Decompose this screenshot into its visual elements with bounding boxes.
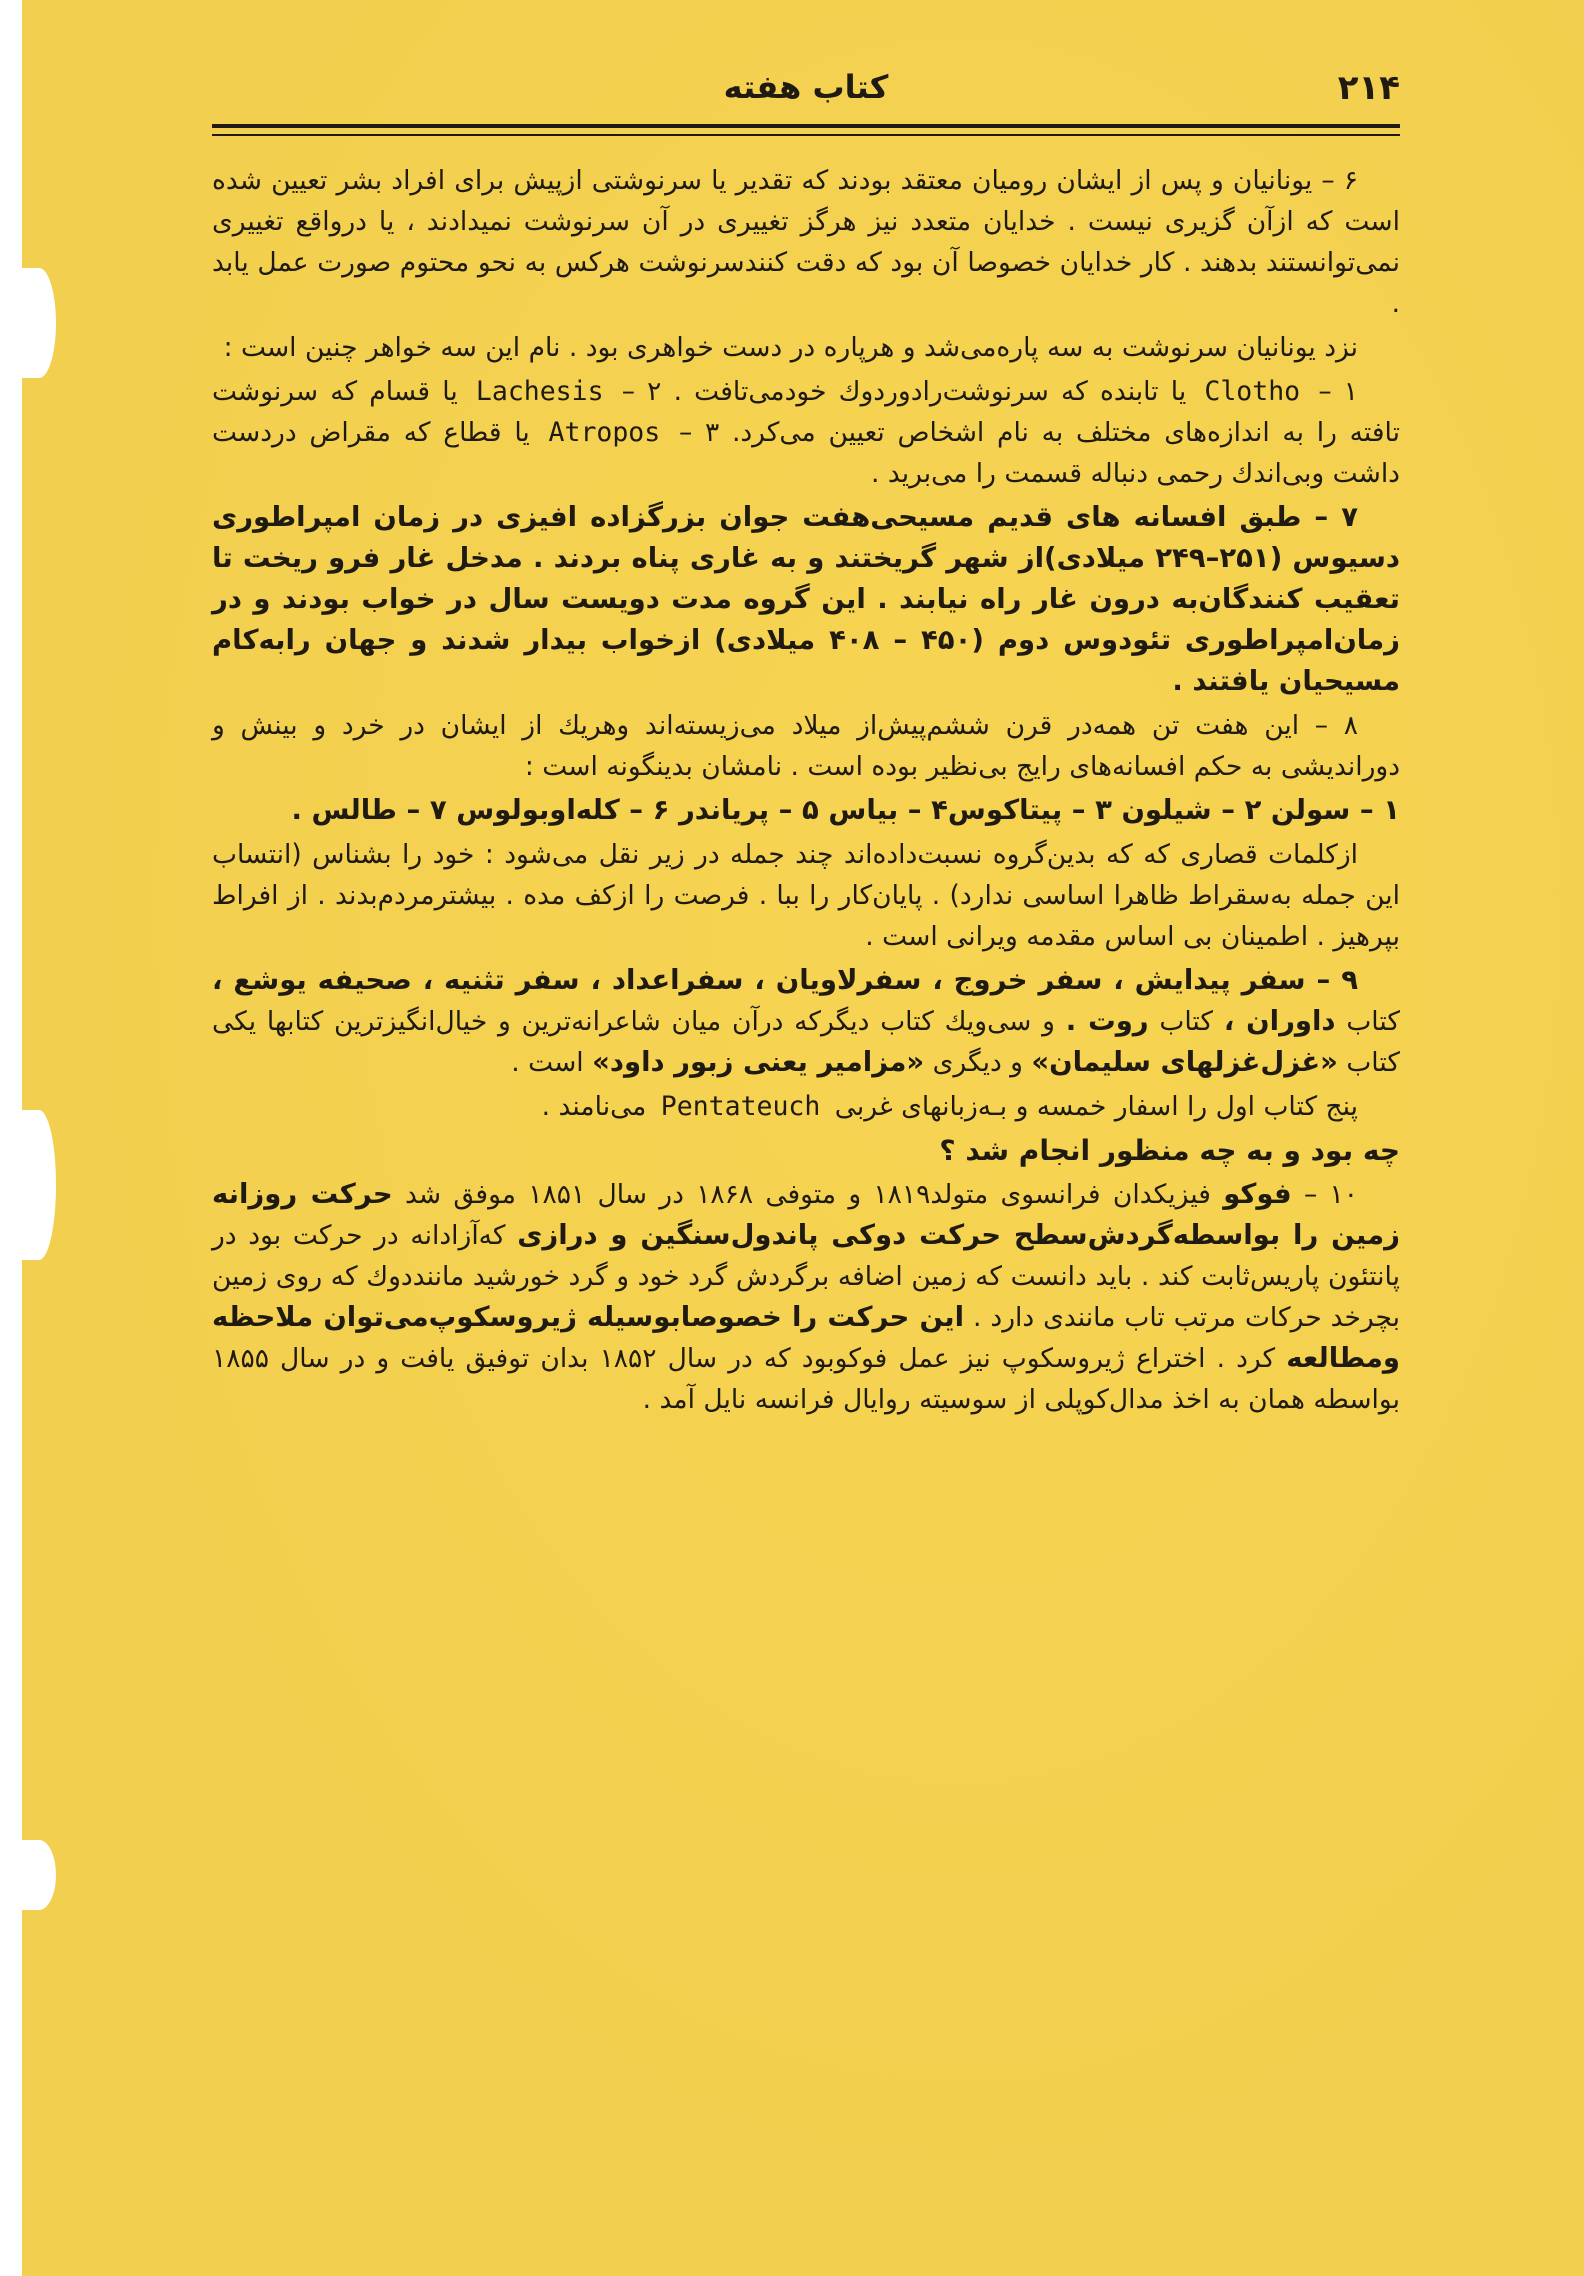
note-6-fates-intro: نزد یونانیان سرنوشت به سه پاره‌می‌شد و هرپاره در دست خواهری بود . نام این سه خواهر چنین است : (223, 332, 1358, 363)
pentateuch-text-2: می‌نامند . (541, 1091, 647, 1122)
pentateuch-text-1: پنج کتاب اول را اسفار خمسه و بـه‌زبانهای غربی (834, 1091, 1358, 1122)
note-9-judges: داوران ، (1223, 1005, 1336, 1037)
fate-2-text: یا قسام که سرنوشت تافته را به اندازه‌های مختلف به نام اشخاص تعیین می‌کرد. (212, 376, 1400, 448)
page-header (212, 62, 1400, 122)
article-body (212, 160, 1400, 1423)
note-9-books-bold: ۹ – سفر پیدایش ، سفر خروج ، سفرلاویان ، سفراعداد ، سفر تثنیه ، صحیفه یوشع ، (212, 964, 1358, 996)
note-6: ۶ – یونانیان و پس از ایشان رومیان معتقد بودند که تقدیر یا سرنوشتی ازپیش برای افراد بشر تعیین شده است که ازآن گزیری نیست . خدایان متعدد نیز هرگز تغییری در آن سرنوشت نمیدادند ، یا درواقع تغییری نمی‌توانستند بدهند . کار خدایان خصوصا آن بود که دقت کنندسرنوشت هرکس به نحو محتوم صورت عمل یابد . (212, 165, 1400, 319)
fate-1-text: یا تابنده که سرنوشت‌رادوردوك خودمی‌تافت . ۲ – (621, 376, 1187, 407)
note-9-psalms: «مزامیر یعنی زبور داود» (592, 1046, 925, 1078)
note-8-sayings: ازکلمات قصاری که که بدین‌گروه نسبت‌داده‌اند چند جمله در زیر نقل می‌شود : خود را بشناس (انتساب این جمله به‌سقراط ظاهرا اساسی ندارد) . پایان‌کار را ببا . فرصت را ازکف مده . بیشترمردم‌بدند . از افراط بپرهیز . اطمینان بی اساس مقدمه ویرانی است . (212, 839, 1400, 952)
note-10-text-2: که‌آزادانه در حرکت بود در پانتئون پاریس‌ثابت کند . باید دانست که زمین اضافه برگردش گرد خود و گرد خورشید ماننددوك که روی زمین بچرخد حرکات مرتب تاب مانندی دارد . (212, 1220, 1400, 1333)
fate-2-name: Lachesis (475, 376, 604, 407)
note-9-ruth: روت . (1065, 1005, 1149, 1037)
note-9 (212, 960, 1400, 1083)
page-number: ۲۱۴ (1337, 68, 1400, 108)
note-9-text-5: است . (511, 1047, 584, 1078)
fate-3-name: Atropos (548, 417, 661, 448)
note-8-sages-list: ۱ – سولن ۲ – شیلون ۳ – پیتاکوس۴ – بیاس ۵ – پریاندر ۶ – کله‌اوبولوس ۷ – طالس . (291, 794, 1400, 826)
header-rule-thick (212, 124, 1400, 128)
page-tear (22, 268, 56, 378)
note-10-text-3: کرد . اختراع ژیروسکوپ نیز عمل فوکوبود که در سال ۱۸۵۲ بدان توفیق یافت و در سال ۱۸۵۵ بواسطه همان به اخذ مدال‌کوپلی از سوسیته روایال فرانسه نایل آمد . (212, 1343, 1400, 1415)
note-10-prefix: ۱۰ – (1303, 1179, 1358, 1210)
pentateuch-latin: Pentateuch (660, 1091, 821, 1122)
fate-3-prefix: ۳ – (678, 417, 720, 448)
note-10 (212, 1174, 1400, 1420)
note-10-foucault: فوکو (1223, 1178, 1292, 1210)
note-8: ۸ – این هفت تن همه‌در قرن ششم‌پیش‌از میلاد می‌زیسته‌اند وهریك از ایشان در خرد و بینش و دوراندیشی به حکم افسانه‌های رایج بی‌نظیر بوده است . نامشان بدینگونه است : (212, 710, 1400, 782)
fate-1-prefix: ۱ – (1318, 376, 1358, 407)
note-9-song-of-songs: «غزل‌غزلهای سلیمان» (1031, 1046, 1338, 1078)
running-title: کتاب هفته (723, 68, 889, 106)
note-7: ۷ – طبق افسانه های قدیم مسیحی‌هفت جوان بزرگزاده افیزی در زمان امپراطوری دسیوس (۲۵۱–۲۴۹ میلادی)از شهر گریختند و به غاری پناه بردند . مدخل غار فرو ریخت تا تعقیب کنندگان‌به درون غار راه نیابند . این گروه مدت دویست سال در خواب بودند و در زمان‌امپراطوری تئودوس دوم (۴۵۰ – ۴۰۸ میلادی) ازخواب بیدار شدند و جهان رابه‌کام مسیحیان یافتند . (212, 501, 1400, 697)
document-page (22, 0, 1584, 2276)
page-tear (22, 1110, 56, 1260)
note-9-pentateuch (212, 1086, 1400, 1127)
section-heading: چه بود و به چه منظور انجام شد ؟ (939, 1134, 1400, 1167)
page-tear (22, 1840, 56, 1910)
note-10-bold-3: این حرکت را خصوصابوسیله ژیروسکوپ‌می‌توان ملاحظه ومطالعه (212, 1301, 1400, 1374)
note-10-text-1: فیزیکدان فرانسوی متولد۱۸۱۹ و متوفی ۱۸۶۸ در سال ۱۸۵۱ موفق شد (404, 1179, 1211, 1210)
note-9-text-4: و دیگری (932, 1047, 1023, 1078)
note-10-bold-2: حرکت روزانه زمین را بواسطه‌گردش‌سطح حرکت دوکی پاندول‌سنگین و درازی (212, 1178, 1400, 1251)
note-9-text-2: کتاب (1159, 1006, 1214, 1037)
note-9-text-3: و سی‌ویك کتاب دیگرکه درآن میان شاعرانه‌ترین و خیال‌انگیزترین کتابها یکی کتاب (212, 1006, 1400, 1078)
note-9-text-1: کتاب (1346, 1006, 1400, 1037)
header-rule-thin (212, 134, 1400, 136)
note-6-fates-list (212, 371, 1400, 494)
fate-3-text: یا قطاع که مقراض دردست داشت وبی‌اندك رحمی دنباله قسمت را می‌برید . (212, 417, 1400, 489)
fate-1-name: Clotho (1204, 376, 1301, 407)
